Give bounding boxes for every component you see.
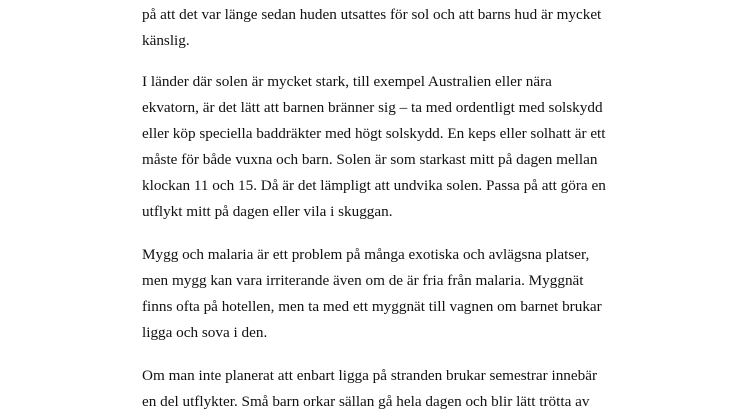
text-line: men mygg kan vara irriterande även om de är fria från malaria. Myggnät [142,272,584,289]
paragraph-mosquitoes [142,242,602,346]
text-line: en del utflykter. Små barn orkar sällan gå hela dagen och blir lätt trötta av [142,393,590,410]
text-line: I länder där solen är mycket stark, till exempel Australien eller nära [142,73,552,90]
text-line: ligga och sova i den. [142,324,268,341]
text-line: måste för både vuxna och barn. Solen är som starkast mitt på dagen mellan [142,151,598,168]
paragraph-excursions [142,363,597,415]
text-line: känslig. [142,32,190,49]
text-line: ekvatorn, är det lätt att barnen bränner sig – ta med ordentligt med solskydd [142,99,603,116]
text-line: klockan 11 och 15. Då är det lämpligt att undvika solen. Passa på att göra en [142,177,606,194]
text-line: Mygg och malaria är ett problem på många exotiska och avlägsna platser, [142,246,590,263]
text-line: på att det var länge sedan huden utsattes för sol och att barns hud är mycket [142,6,602,23]
text-line: eller köp speciella baddräkter med högt solskydd. En keps eller solhatt är ett [142,125,606,142]
paragraph-sun-skin [142,2,601,54]
text-line: utflykt mitt på dagen eller vila i skuggan. [142,203,393,220]
paragraph-strong-sun [142,69,606,225]
text-line: Om man inte planerat att enbart ligga på stranden brukar semestrar innebär [142,367,598,384]
text-line: finns ofta på hotellen, men ta med ett myggnät till vagnen om barnet brukar [142,298,602,315]
